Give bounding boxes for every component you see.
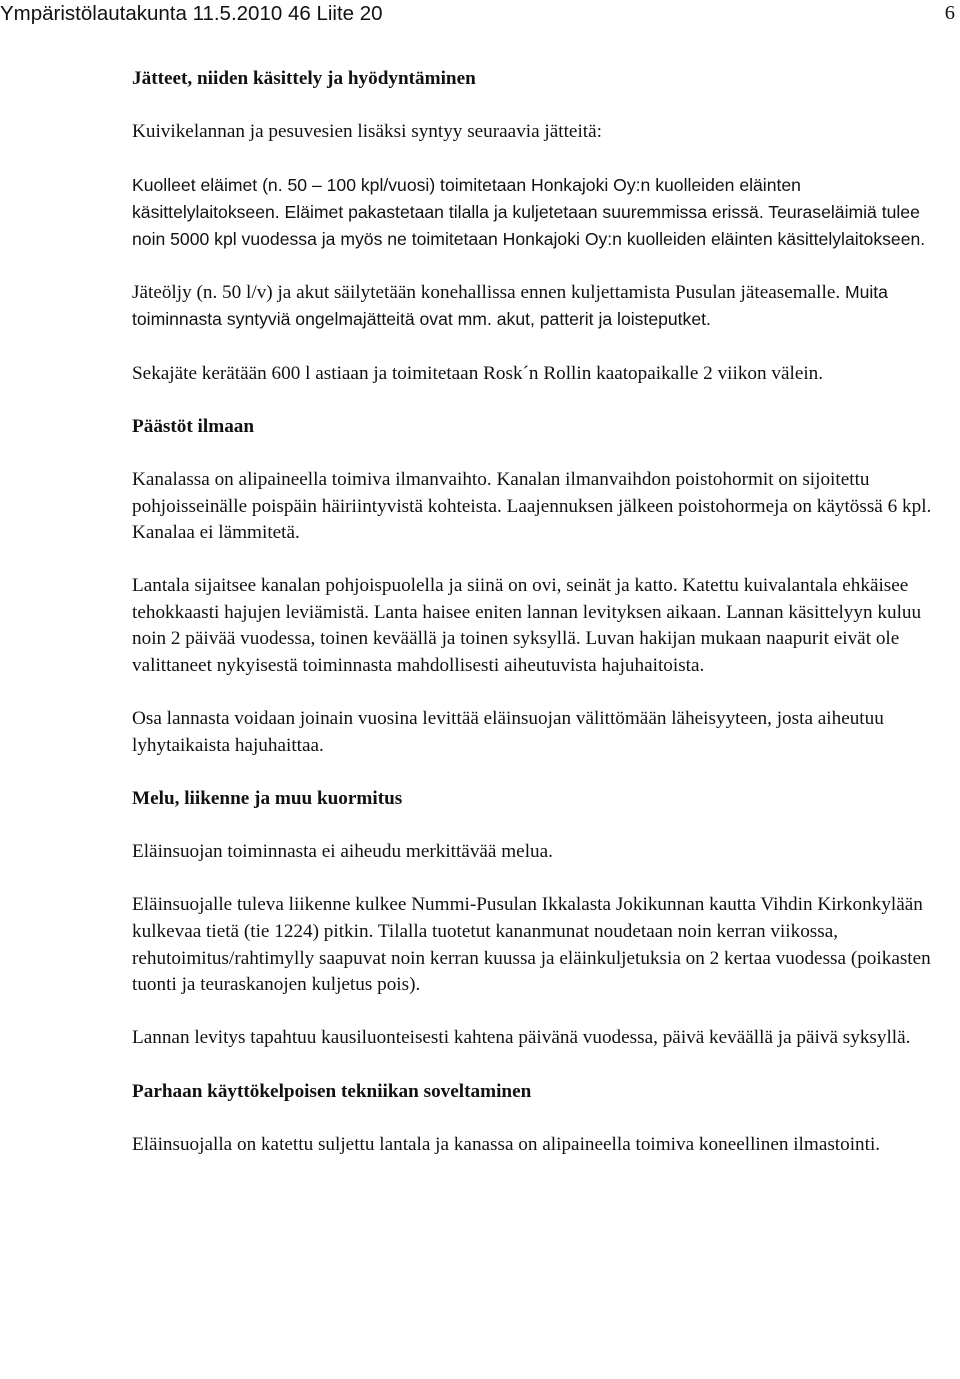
paragraph-waste-oil <box>132 279 952 334</box>
paragraph-traffic: Eläinsuojalle tuleva liikenne kulkee Nummi-Pusulan Ikkalasta Jokikunnan kautta Vihdin Kirkonkylään kulkevaa tietä (tie 1224) pitkin. Tilalla tuotetut kananmunat noudetaan noin kerran viikossa, rehutoimitus/rahtimylly saapuvat noin kerran kuussa ja eläinkuljetuksia on 2 kertaa vuodessa (poikasten tuonti ja teuraskanojen kuljetus pois). <box>132 894 931 996</box>
paragraph-dead-animals: Kuolleet eläimet (n. 50 – 100 kpl/vuosi) toimitetaan Honkajoki Oy:n kuolleiden eläinten käsittelylaitokseen. Eläimet pakastetaan tilalla ja kuljetetaan suuremmissa erissä. Teuraseläimiä tulee noin 5000 kpl vuodessa ja myös ne toimitetaan Honkajoki Oy:n kuolleiden eläinten käsittelylaitokseen. <box>132 175 926 249</box>
paragraph-bat: Eläinsuojalla on katettu suljettu lantala ja kanassa on alipaineella toimiva koneellinen ilmastointi. <box>132 1133 881 1155</box>
waste-oil-text-1: Jäteöljy (n. 50 l/v) ja akut säilytetään konehallissa ennen kuljettamista Pusulan jäteasemalle. <box>132 281 841 303</box>
heading-noise-traffic: Melu, liikenne ja muu kuormitus <box>132 788 403 810</box>
paragraph-wastes-intro: Kuivikelannan ja pesuvesien lisäksi syntyy seuraavia jätteitä: <box>132 121 602 143</box>
waste-oil-text-2: Muita toiminnasta syntyviä ongelmajätteitä ovat mm. akut, patterit ja loisteputket. <box>132 281 888 330</box>
page-header <box>0 0 960 40</box>
header-title: Ympäristölautakunta 11.5.2010 46 Liite 20 <box>0 2 383 25</box>
heading-wastes: Jätteet, niiden käsittely ja hyödyntäminen <box>132 68 476 89</box>
paragraph-manure-storage: Lantala sijaitsee kanalan pohjoispuolella ja siinä on ovi, seinät ja katto. Katettu kuivalantala ehkäisee tehokkaasti hajujen leviämistä. Lanta haisee eniten lannan levityksen aikaan. Lannan käsittelyyn kuluu noin 2 päivää vuodessa, toinen keväällä ja toinen syksyllä. Luvan hakijan mukaan naapurit eivät ole valittaneet nykyisestä toiminnasta mahdollisesti aiheutuvista hajuhaitoista. <box>132 575 922 677</box>
paragraph-mixed-waste: Sekajäte kerätään 600 l astiaan ja toimitetaan Rosk´n Rollin kaatopaikalle 2 viikon välein. <box>132 362 824 384</box>
paragraph-ventilation: Kanalassa on alipaineella toimiva ilmanvaihto. Kanalan ilmanvaihdon poistohormit on sijoitettu pohjoisseinälle poispäin häiriintyvistä kohteista. Laajennuksen jälkeen poistohormeja on käytössä 6 kpl. Kanalaa ei lämmitetä. <box>132 468 932 544</box>
page-number: 6 <box>944 2 955 24</box>
paragraph-manure-spreading: Osa lannasta voidaan joinain vuosina levittää eläinsuojan välittömään läheisyyteen, josta aiheutuu lyhytaikaista hajuhaittaa. <box>132 708 884 756</box>
document-body <box>132 66 952 1185</box>
paragraph-spreading-days: Lannan levitys tapahtuu kausiluonteisesti kahtena päivänä vuodessa, päivä keväällä ja päivä syksyllä. <box>132 1027 911 1049</box>
paragraph-noise: Eläinsuojan toiminnasta ei aiheudu merkittävää melua. <box>132 841 553 863</box>
heading-air-emissions: Päästöt ilmaan <box>132 415 255 437</box>
heading-bat: Parhaan käyttökelpoisen tekniikan soveltaminen <box>132 1080 532 1102</box>
